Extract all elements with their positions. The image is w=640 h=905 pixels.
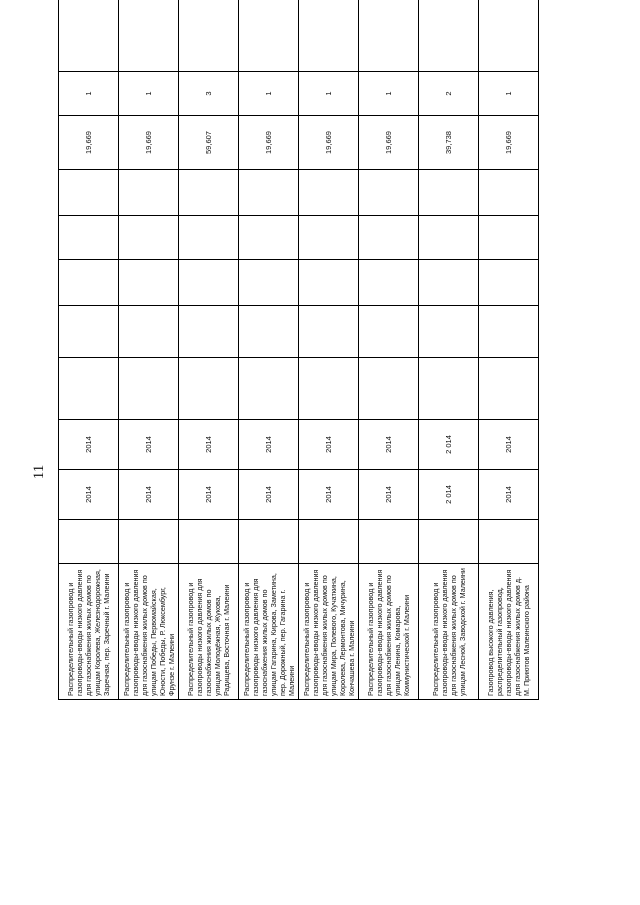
empty-cell <box>359 260 419 306</box>
empty-cell <box>59 358 119 420</box>
data-table <box>58 0 539 700</box>
empty-cell <box>299 170 359 216</box>
empty-cell <box>59 520 119 564</box>
end-year-cell: 2014 <box>59 420 119 470</box>
empty-cell <box>299 306 359 358</box>
table-row <box>479 0 539 700</box>
end-year-cell: 2014 <box>359 420 419 470</box>
description-cell: Распределительный газопровод и газопроводы-вводы низкого давления для газоснабжения жилых домов по улицам Победы, Первомайская, Юности, Победы, Р. Люксембург, Фрунзе г. Малеини <box>119 564 179 700</box>
amount-cell: 19,669 <box>239 116 299 170</box>
amount-cell: 19,669 <box>299 116 359 170</box>
empty-cell <box>419 170 479 216</box>
count-cell: 1 <box>479 72 539 116</box>
start-year-cell: 2014 <box>179 470 239 520</box>
count-cell: 3 <box>179 72 239 116</box>
description-cell: Распределительный газопровод и газопроводы-вводы низкого давления для газоснабжения жилых домов по улицам Лесной, Заводской г. Малеини <box>419 564 479 700</box>
empty-cell <box>359 520 419 564</box>
empty-cell <box>479 170 539 216</box>
table-row <box>359 0 419 700</box>
empty-cell <box>59 216 119 260</box>
start-year-cell: 2014 <box>359 470 419 520</box>
amount-cell: 39,738 <box>419 116 479 170</box>
start-year-cell: 2014 <box>119 470 179 520</box>
empty-cell <box>419 306 479 358</box>
empty-cell <box>359 170 419 216</box>
empty-cell <box>239 306 299 358</box>
count-cell: 2 <box>419 72 479 116</box>
empty-cell <box>479 0 539 72</box>
empty-cell <box>119 358 179 420</box>
empty-cell <box>299 520 359 564</box>
description-cell: Распределительный газопровод и газопроводы-вводы низкого давления для газоснабжения жилых домов по улицам Мира, Полевого, Кучаткина, Королева, Лермонтова, Мичурина, Кончашева г. Малеини <box>299 564 359 700</box>
empty-cell <box>299 260 359 306</box>
table-row <box>299 0 359 700</box>
empty-cell <box>179 358 239 420</box>
count-cell: 1 <box>299 72 359 116</box>
empty-cell <box>59 260 119 306</box>
start-year-cell: 2014 <box>299 470 359 520</box>
empty-cell <box>239 520 299 564</box>
empty-cell <box>59 170 119 216</box>
empty-cell <box>359 216 419 260</box>
empty-cell <box>239 170 299 216</box>
amount-cell: 59,607 <box>179 116 239 170</box>
empty-cell <box>119 170 179 216</box>
empty-cell <box>239 0 299 72</box>
end-year-cell: 2014 <box>179 420 239 470</box>
empty-cell <box>479 216 539 260</box>
table-row <box>239 0 299 700</box>
empty-cell <box>419 216 479 260</box>
empty-cell <box>479 358 539 420</box>
empty-cell <box>179 216 239 260</box>
amount-cell: 19,669 <box>119 116 179 170</box>
empty-cell <box>119 306 179 358</box>
count-cell: 1 <box>119 72 179 116</box>
empty-cell <box>119 0 179 72</box>
empty-cell <box>179 0 239 72</box>
empty-cell <box>419 260 479 306</box>
empty-cell <box>419 0 479 72</box>
description-cell: Распределительный газопровод и газопроводы низкого давления для газоснабжения жилых домов по улицам Молодёжная, Жукова, Радищева, Восточная г. Малеини <box>179 564 239 700</box>
empty-cell <box>479 306 539 358</box>
empty-cell <box>59 306 119 358</box>
empty-cell <box>179 306 239 358</box>
empty-cell <box>239 260 299 306</box>
table-row <box>119 0 179 700</box>
empty-cell <box>419 520 479 564</box>
end-year-cell: 2 014 <box>419 420 479 470</box>
empty-cell <box>299 216 359 260</box>
description-cell: Распределительный газопровод и газопроводы низкого давления для газоснабжения жилых домов по улицам Гагарина, Кирова, Заметина, пер. Дорожный, пер. Гагарина г. Малеини <box>239 564 299 700</box>
empty-cell <box>239 216 299 260</box>
start-year-cell: 2014 <box>479 470 539 520</box>
empty-cell <box>59 0 119 72</box>
table-row <box>419 0 479 700</box>
amount-cell: 19,669 <box>479 116 539 170</box>
end-year-cell: 2014 <box>119 420 179 470</box>
start-year-cell: 2014 <box>59 470 119 520</box>
empty-cell <box>119 216 179 260</box>
empty-cell <box>299 358 359 420</box>
empty-cell <box>419 358 479 420</box>
end-year-cell: 2014 <box>479 420 539 470</box>
empty-cell <box>179 520 239 564</box>
amount-cell: 19,669 <box>359 116 419 170</box>
empty-cell <box>479 260 539 306</box>
amount-cell: 19,669 <box>59 116 119 170</box>
empty-cell <box>119 520 179 564</box>
empty-cell <box>299 0 359 72</box>
table-wrapper <box>58 91 538 700</box>
end-year-cell: 2014 <box>239 420 299 470</box>
empty-cell <box>119 260 179 306</box>
description-cell: Распределительный газопровод и газопроводы-вводы низкого давления для газоснабжения жилых домов по улицам Королева, Железнодорожная, Заречная, пер. Заречный г. Малеини <box>59 564 119 700</box>
end-year-cell: 2014 <box>299 420 359 470</box>
table-row <box>179 0 239 700</box>
table-row <box>59 0 119 700</box>
count-cell: 1 <box>239 72 299 116</box>
start-year-cell: 2 014 <box>419 470 479 520</box>
empty-cell <box>359 306 419 358</box>
page-number: 11 <box>31 464 47 480</box>
empty-cell <box>359 0 419 72</box>
count-cell: 1 <box>359 72 419 116</box>
description-cell: Распределительный газопровод и газопроводы-вводы низкого давления для газоснабжения жилых домов по улицам Ленина, Комарова, Коммунистической г. Малеини <box>359 564 419 700</box>
empty-cell <box>179 170 239 216</box>
empty-cell <box>239 358 299 420</box>
description-cell: Газопровод высокого давления, распределительный газопровод, газопроводы-вводы низкого давления для газоснабжения жилых домов д. М. Приютов Малеинского района <box>479 564 539 700</box>
start-year-cell: 2014 <box>239 470 299 520</box>
empty-cell <box>179 260 239 306</box>
empty-cell <box>359 358 419 420</box>
empty-cell <box>479 520 539 564</box>
count-cell: 1 <box>59 72 119 116</box>
